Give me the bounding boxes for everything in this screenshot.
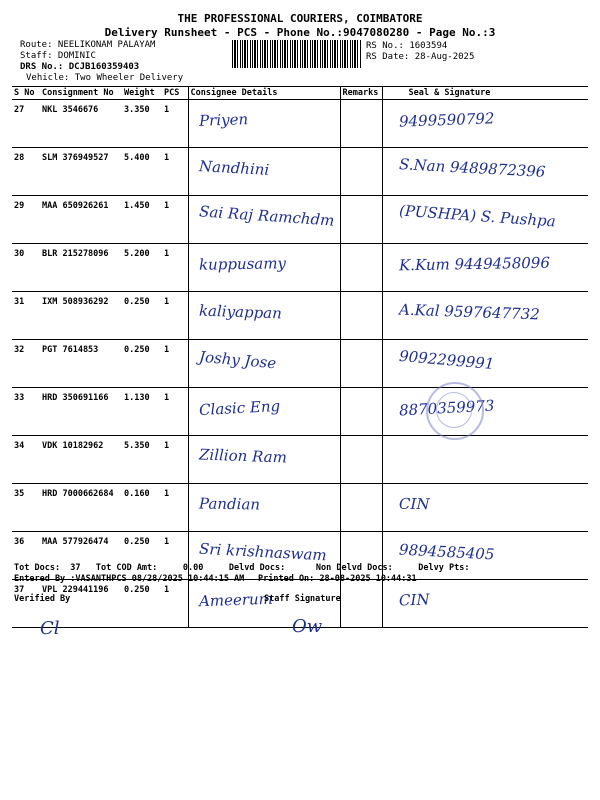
cell-signature bbox=[382, 244, 588, 292]
signature-handwriting: S.Nan 9489872396 bbox=[398, 155, 546, 181]
table-row bbox=[12, 148, 588, 196]
signature-handwriting: A.Kal 9597647732 bbox=[398, 300, 540, 324]
cell-sno: 29 bbox=[12, 196, 40, 244]
cell-consignee bbox=[188, 436, 340, 484]
cell-remarks bbox=[340, 580, 382, 628]
col-header-signature: Seal & Signature bbox=[382, 87, 588, 100]
cell-pcs: 1 bbox=[162, 532, 188, 580]
cell-consignment-no: BLR 215278096 bbox=[40, 244, 122, 292]
route-label: Route: NEELIKONAM PALAYAM bbox=[20, 40, 156, 50]
cell-consignee bbox=[188, 100, 340, 148]
signature-handwriting: 8870359973 bbox=[398, 396, 495, 420]
consignee-handwriting: Priyen bbox=[198, 110, 248, 130]
cell-remarks bbox=[340, 292, 382, 340]
cell-consignment-no: MAA 577926474 bbox=[40, 532, 122, 580]
cell-weight: 3.350 bbox=[122, 100, 162, 148]
cell-consignment-no: NKL 3546676 bbox=[40, 100, 122, 148]
table-row bbox=[12, 100, 588, 148]
rs-no: RS No.: 1603594 bbox=[366, 41, 448, 51]
table-row bbox=[12, 244, 588, 292]
cell-sno: 27 bbox=[12, 100, 40, 148]
cell-pcs: 1 bbox=[162, 484, 188, 532]
consignee-handwriting: Sai Raj Ramchdm bbox=[198, 202, 335, 230]
cell-weight: 0.250 bbox=[122, 580, 162, 628]
col-header-weight: Weight bbox=[122, 87, 162, 100]
cell-consignee bbox=[188, 340, 340, 388]
col-header-remarks: Remarks bbox=[340, 87, 382, 100]
cell-signature bbox=[382, 388, 588, 436]
cell-sno: 34 bbox=[12, 436, 40, 484]
cell-consignee bbox=[188, 292, 340, 340]
cell-consignment-no: MAA 650926261 bbox=[40, 196, 122, 244]
cell-pcs: 1 bbox=[162, 244, 188, 292]
staff-label: Staff: DOMINIC bbox=[20, 51, 96, 61]
cell-weight: 0.250 bbox=[122, 532, 162, 580]
cell-remarks bbox=[340, 100, 382, 148]
consignee-handwriting: Ameerum bbox=[198, 589, 273, 611]
consignee-handwriting: kaliyappan bbox=[198, 301, 282, 323]
cell-weight: 1.130 bbox=[122, 388, 162, 436]
signature-handwriting: K.Kum 9449458096 bbox=[398, 253, 550, 275]
footer-totals: Tot Docs: 37 Tot COD Amt: 0.00 Delvd Docs: Non Delvd Docs: Delvy Pts: bbox=[14, 563, 470, 573]
vehicle-label: Vehicle: Two Wheeler Delivery bbox=[26, 73, 184, 83]
consignee-handwriting: Pandian bbox=[198, 494, 260, 514]
cell-sno: 37 bbox=[12, 580, 40, 628]
cell-weight: 5.400 bbox=[122, 148, 162, 196]
table-row bbox=[12, 388, 588, 436]
cell-remarks bbox=[340, 148, 382, 196]
cell-weight: 0.250 bbox=[122, 340, 162, 388]
cell-sno: 32 bbox=[12, 340, 40, 388]
verified-by-label: Verified By bbox=[14, 594, 71, 604]
col-header-consignee: Consignee Details bbox=[188, 87, 340, 100]
cell-remarks bbox=[340, 436, 382, 484]
cell-remarks bbox=[340, 196, 382, 244]
cell-pcs: 1 bbox=[162, 292, 188, 340]
signature-handwriting: 9092299991 bbox=[397, 346, 495, 374]
cell-signature bbox=[382, 484, 588, 532]
company-title: THE PROFESSIONAL COURIERS, COIMBATORE bbox=[177, 12, 423, 25]
seal-stamp bbox=[426, 382, 484, 440]
consignee-handwriting: Clasic Eng bbox=[198, 396, 281, 420]
signature-handwriting: (PUSHPA) S. Pushpa bbox=[398, 201, 556, 231]
barcode bbox=[232, 40, 362, 68]
col-header-sno: S No bbox=[12, 87, 40, 100]
cell-remarks bbox=[340, 340, 382, 388]
footer-entered-by: Entered By :VASANTHPCS 08/28/2025 10:44:15 AM bbox=[14, 574, 245, 584]
cell-weight: 0.250 bbox=[122, 292, 162, 340]
cell-consignee bbox=[188, 388, 340, 436]
consignee-handwriting: Sri krishnaswam bbox=[198, 539, 327, 565]
cell-pcs: 1 bbox=[162, 388, 188, 436]
cell-sno: 33 bbox=[12, 388, 40, 436]
cell-sno: 28 bbox=[12, 148, 40, 196]
cell-signature bbox=[382, 100, 588, 148]
signature-handwriting: CIN bbox=[398, 590, 430, 610]
cell-pcs: 1 bbox=[162, 436, 188, 484]
cell-consignee bbox=[188, 196, 340, 244]
staff-signature-label: Staff Signature bbox=[264, 594, 341, 604]
cell-weight: 5.350 bbox=[122, 436, 162, 484]
cell-signature bbox=[382, 436, 588, 484]
cell-consignee bbox=[188, 244, 340, 292]
cell-signature bbox=[382, 196, 588, 244]
staff-signature: Ow bbox=[292, 616, 323, 637]
cell-sno: 36 bbox=[12, 532, 40, 580]
table-row bbox=[12, 196, 588, 244]
cell-remarks bbox=[340, 484, 382, 532]
cell-weight: 0.160 bbox=[122, 484, 162, 532]
table-row bbox=[12, 292, 588, 340]
cell-pcs: 1 bbox=[162, 148, 188, 196]
col-header-consignment: Consignment No bbox=[40, 87, 122, 100]
table-header-row bbox=[12, 87, 588, 100]
cell-remarks bbox=[340, 244, 382, 292]
cell-consignment-no: IXM 508936292 bbox=[40, 292, 122, 340]
cell-signature bbox=[382, 292, 588, 340]
cell-consignment-no: VPL 229441196 bbox=[40, 580, 122, 628]
verified-by-signature: Cl bbox=[40, 618, 60, 639]
runsheet-subtitle: Delivery Runsheet - PCS - Phone No.:9047080280 - Page No.:3 bbox=[104, 26, 496, 39]
cell-consignee bbox=[188, 484, 340, 532]
cell-pcs: 1 bbox=[162, 196, 188, 244]
table-row bbox=[12, 436, 588, 484]
col-header-pcs: PCS bbox=[162, 87, 188, 100]
cell-signature bbox=[382, 340, 588, 388]
cell-pcs: 1 bbox=[162, 580, 188, 628]
cell-weight: 5.200 bbox=[122, 244, 162, 292]
cell-consignment-no: VDK 10182962 bbox=[40, 436, 122, 484]
cell-sno: 31 bbox=[12, 292, 40, 340]
cell-consignment-no: HRD 7000662684 bbox=[40, 484, 122, 532]
cell-sno: 35 bbox=[12, 484, 40, 532]
footer-printed-on: Printed On: 28-08-2025 10:44:31 bbox=[258, 574, 417, 584]
signature-handwriting: CIN bbox=[398, 494, 430, 514]
signature-handwriting: 9499590792 bbox=[398, 109, 495, 131]
rs-date: RS Date: 28-Aug-2025 bbox=[366, 52, 475, 62]
cell-pcs: 1 bbox=[162, 100, 188, 148]
consignee-handwriting: Joshy Jose bbox=[197, 347, 277, 373]
cell-signature bbox=[382, 580, 588, 628]
cell-sno: 30 bbox=[12, 244, 40, 292]
runsheet-table bbox=[12, 86, 588, 628]
cell-consignment-no: PGT 7614853 bbox=[40, 340, 122, 388]
cell-consignment-no: HRD 350691166 bbox=[40, 388, 122, 436]
consignee-handwriting: kuppusamy bbox=[198, 254, 286, 274]
cell-remarks bbox=[340, 388, 382, 436]
cell-consignment-no: SLM 376949527 bbox=[40, 148, 122, 196]
cell-signature bbox=[382, 148, 588, 196]
drs-label: DRS No.: DCJB160359403 bbox=[20, 62, 140, 72]
cell-pcs: 1 bbox=[162, 340, 188, 388]
cell-weight: 1.450 bbox=[122, 196, 162, 244]
consignee-handwriting: Nandhini bbox=[198, 157, 270, 179]
cell-consignee bbox=[188, 148, 340, 196]
table-row bbox=[12, 340, 588, 388]
table-row bbox=[12, 484, 588, 532]
signature-handwriting: 9894585405 bbox=[398, 540, 495, 564]
consignee-handwriting: Zillion Ram bbox=[198, 445, 287, 467]
